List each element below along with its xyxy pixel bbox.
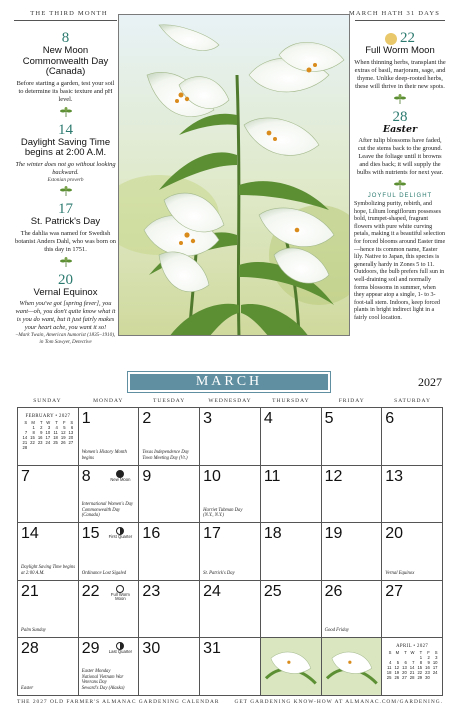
- event-day-number: 8: [61, 30, 70, 46]
- event-day-number: 17: [58, 201, 73, 217]
- day-cell: [322, 408, 383, 466]
- event-day-number: 20: [58, 271, 73, 288]
- mini-calendar-day: 9: [40, 430, 43, 436]
- weekday-label: FRIDAY: [338, 398, 365, 404]
- mini-calendar-day: 13: [402, 665, 407, 671]
- day-number: 21: [21, 582, 39, 600]
- mini-calendar-title: APRIL • 2027: [396, 644, 429, 649]
- mini-calendar-day: F: [62, 420, 66, 426]
- day-number: 27: [385, 582, 404, 600]
- moon-phase: [105, 527, 135, 540]
- day-number: 25: [263, 582, 282, 600]
- mini-calendar-day: 15: [30, 435, 35, 441]
- day-number: 8: [81, 467, 91, 485]
- mini-calendar-day: 26: [394, 675, 400, 681]
- day-cell: [18, 466, 79, 524]
- weekday-label: WEDNESDAY: [208, 398, 252, 404]
- mini-calendar-day: 23: [425, 670, 430, 676]
- mini-calendar: [385, 644, 439, 680]
- mini-calendar-day: 20: [402, 670, 407, 676]
- mini-calendar-day: 22: [417, 670, 423, 676]
- mini-calendar-day: 14: [409, 665, 415, 671]
- day-cell: [382, 466, 443, 524]
- day-cell: [139, 638, 200, 696]
- day-cell: [261, 466, 322, 524]
- day-number: 15: [81, 525, 100, 542]
- day-number: 24: [203, 582, 221, 600]
- day-note: Vernal Equinox: [385, 570, 415, 576]
- day-number: 4: [263, 410, 273, 427]
- mini-calendar-day: S: [70, 420, 74, 426]
- day-cell: [322, 466, 383, 524]
- day-number: 2: [142, 410, 152, 427]
- day-cell: [322, 523, 383, 581]
- mini-calendar-day: 9: [427, 660, 430, 666]
- mini-calendar-day: 1: [419, 655, 423, 661]
- day-number: 13: [385, 467, 404, 485]
- weekday-label: SUNDAY: [33, 398, 62, 404]
- mini-calendar-day: S: [434, 650, 438, 656]
- event-body: Before starting a garden, test your soil to determine its basic texture and pH level.: [16, 79, 115, 103]
- calendar-year: 2027: [418, 375, 442, 389]
- mini-calendar-day: 27: [402, 675, 407, 681]
- mini-calendar-day: 2: [40, 425, 43, 431]
- mini-calendar-day: 19: [394, 670, 400, 676]
- weekday-label: TUESDAY: [153, 398, 186, 404]
- mini-calendar-day: 5: [396, 660, 400, 666]
- day-cell: [322, 638, 383, 696]
- mini-calendar-day: M: [31, 420, 35, 426]
- event-title: Full Worm Moon: [365, 45, 435, 56]
- event-body: After tulip blossoms have faded, cut the stems back to the ground. Leave the foliage until it browns and dies back; it will supply the bulbs with nutrients for next year.: [356, 137, 444, 176]
- mini-calendar-day: T: [39, 420, 43, 426]
- mini-calendar-day: 24: [432, 670, 438, 676]
- mini-calendar: [21, 414, 75, 450]
- day-cell: [200, 466, 261, 524]
- mini-calendar-day: 15: [417, 665, 423, 671]
- moon-phase-label: First Quarter: [108, 534, 133, 539]
- top-page: [0, 0, 460, 345]
- mini-calendar-day: 28: [22, 445, 28, 451]
- day-cell: [261, 523, 322, 581]
- moon-phase: [105, 642, 135, 655]
- mini-calendar-table: [21, 420, 75, 450]
- mini-calendar-day: [431, 675, 439, 680]
- mini-calendar-day: M: [395, 650, 400, 656]
- mini-calendar-day: 11: [387, 665, 392, 671]
- mini-calendar-day: T: [419, 650, 423, 656]
- day-cell: [139, 581, 200, 639]
- day-cell: [18, 408, 79, 466]
- lily-accent-art: [322, 638, 382, 695]
- weekday-label: THURSDAY: [272, 398, 310, 404]
- mini-calendar-day: [44, 445, 52, 450]
- day-number: 5: [324, 410, 334, 427]
- day-number: 12: [324, 467, 343, 485]
- footer-left: THE 2027 OLD FARMER'S ALMANAC GARDENING CALENDAR: [17, 699, 220, 705]
- mini-calendar-day: 18: [53, 435, 58, 441]
- event-body: The winter does not go without looking backward.: [15, 160, 116, 176]
- mini-calendar-day: 10: [432, 660, 438, 666]
- lily-artwork: [119, 15, 350, 336]
- mini-calendar-day: 27: [68, 440, 74, 446]
- feature-body: Symbolizing purity, rebirth, and hope, Lilium longiflorum possesses bold, trumpet-shaped, fragrant flowers with pure white curving petals, making it a beautiful selection for forced blooms around Easter time—hence its common name, Easter lily. Native to Japan, this species is generally hardy in Zones 5 to 11. Outdoors, the bulb prefers full sun in well-draining soil and normally forms blossoms in summer, when they appear atop a single, 1- to 3-foot-tall stem. Indoors, keep forced plants in bright indirect light in a fairly cool location.: [354, 201, 446, 321]
- sprig-icon: [393, 180, 407, 191]
- day-number: 9: [142, 467, 152, 485]
- day-note: Women's History Month begins: [81, 450, 127, 461]
- day-cell: [79, 523, 140, 581]
- mini-calendar-day: 29: [417, 675, 423, 681]
- day-number: 23: [142, 582, 161, 600]
- mini-calendar-day: [59, 445, 67, 450]
- mini-calendar-day: 16: [425, 665, 430, 671]
- event-caption: –Mark Twain, American humorist (1835–1910), in Tom Sawyer, Detective: [15, 332, 116, 345]
- day-cell: [79, 581, 140, 639]
- day-cell: [139, 466, 200, 524]
- day-number: 6: [385, 410, 395, 427]
- lily-accent-art: [261, 638, 321, 695]
- day-number: 31: [203, 640, 221, 657]
- day-number: 17: [203, 525, 221, 542]
- mini-calendar-day: 14: [22, 435, 28, 441]
- mini-calendar-day: 20: [68, 435, 74, 441]
- mini-calendar-day: S: [24, 420, 28, 426]
- mini-calendar-day: 22: [30, 440, 35, 446]
- mini-calendar-day: 25: [53, 440, 58, 446]
- mini-calendar-day: 4: [389, 660, 392, 666]
- day-cell: [139, 408, 200, 466]
- day-note: Easter Monday National Vietnam War Veterans Day Seward's Day (Alaska): [81, 669, 125, 691]
- mini-calendar-day: 21: [409, 670, 415, 676]
- day-cell: [79, 466, 140, 524]
- right-events-column: [354, 26, 446, 323]
- day-cell: [322, 581, 383, 639]
- mini-calendar-day: F: [427, 650, 430, 656]
- day-number: 11: [263, 467, 281, 485]
- weekday-header-row: [17, 398, 443, 407]
- mini-calendar-day: 23: [37, 440, 43, 446]
- day-number: 29: [81, 640, 100, 657]
- mini-calendar-day: 6: [404, 660, 407, 666]
- mini-calendar-day: 6: [70, 425, 74, 431]
- footer-right: GET GARDENING KNOW-HOW AT ALMANAC.COM/GARDENING.: [234, 699, 443, 705]
- moon-phase-label: Last Quarter: [108, 649, 133, 654]
- sprig-icon: [59, 257, 73, 268]
- day-number: 18: [263, 525, 282, 542]
- day-note: Easter: [21, 685, 34, 691]
- mini-calendar-day: 24: [45, 440, 51, 446]
- event-caption: Estonian proverb: [47, 176, 84, 183]
- day-number: 26: [324, 582, 343, 600]
- sprig-icon: [393, 94, 407, 105]
- mini-calendar-day: [67, 445, 75, 450]
- day-cell: [382, 408, 443, 466]
- moon-phase: [105, 470, 135, 483]
- day-number: 3: [203, 410, 213, 427]
- mini-calendar-day: T: [55, 420, 58, 426]
- mini-calendar-day: 4: [55, 425, 58, 431]
- day-cell: [200, 523, 261, 581]
- mini-calendar-day: 10: [45, 430, 51, 436]
- mini-calendar-day: 17: [45, 435, 51, 441]
- day-cell: [261, 581, 322, 639]
- event-title: Daylight Saving Time begins at 2:00 A.M.: [20, 136, 111, 158]
- day-cell: [18, 523, 79, 581]
- weekday-label: MONDAY: [93, 398, 124, 404]
- event-title: New Moon Commonwealth Day (Canada): [22, 45, 109, 77]
- mini-calendar-day: 17: [432, 665, 438, 671]
- day-cell: [382, 523, 443, 581]
- day-cell: [79, 638, 140, 696]
- day-number: 1: [81, 410, 91, 427]
- mini-calendar-day: 30: [425, 675, 430, 681]
- feature-heading: JOYFUL DELIGHT: [367, 193, 433, 199]
- mini-calendar-day: 13: [68, 430, 74, 436]
- event-day-number: 14: [58, 121, 73, 138]
- mini-calendar-day: 12: [394, 665, 400, 671]
- day-note: Daylight Saving Time begins at 2:00 A.M.: [21, 565, 76, 576]
- day-note: Ordinance Lost Sigaled: [81, 570, 127, 576]
- day-note: International Women's Day Commonwealth Day (Canada): [81, 502, 134, 519]
- header-rule-right: [355, 20, 445, 21]
- event-body: When thinning herbs, transplant the extras of basil, marjoram, sage, and thyme. Unlike deep-rooted herbs, these will thrive in their new spots.: [354, 58, 446, 90]
- calendar-page: [0, 360, 460, 709]
- mini-calendar-day: [29, 445, 37, 450]
- easter-lily-illustration: [118, 14, 350, 336]
- mini-calendar-day: 1: [32, 425, 35, 431]
- day-cell: [382, 638, 443, 696]
- day-number: 10: [203, 467, 221, 485]
- mini-calendar-day: 25: [386, 675, 392, 681]
- day-cell: [18, 581, 79, 639]
- mini-calendar-day: 5: [63, 425, 66, 431]
- mini-calendar-title: FEBRUARY • 2027: [25, 414, 71, 419]
- mini-calendar-day: 19: [60, 435, 66, 441]
- moon-phase-label: New Moon: [110, 476, 131, 482]
- day-number: 7: [21, 467, 30, 485]
- day-number: 30: [142, 640, 161, 657]
- mini-calendar-day: 16: [37, 435, 43, 441]
- sprig-icon: [59, 186, 73, 197]
- moon-phase: [105, 585, 135, 603]
- event-title: St. Patrick's Day: [30, 216, 101, 227]
- day-cell: [200, 638, 261, 696]
- day-number: 14: [21, 525, 39, 542]
- mini-calendar-day: W: [46, 420, 51, 426]
- mini-calendar-day: 11: [53, 430, 58, 436]
- mini-calendar-day: 18: [386, 670, 392, 676]
- day-number: 20: [385, 525, 404, 542]
- day-number: 22: [81, 582, 100, 600]
- mini-calendar-day: 28: [409, 675, 415, 681]
- header-right: MARCH HATH 31 DAYS: [348, 10, 441, 17]
- day-number: 28: [21, 640, 39, 657]
- day-cell: [261, 638, 322, 696]
- day-number: 16: [142, 525, 161, 542]
- mini-calendar-table: [385, 650, 439, 680]
- day-cell: [18, 638, 79, 696]
- mini-calendar-day: 8: [32, 430, 35, 436]
- moon-phase-label: Full Worm Moon: [110, 591, 130, 602]
- mini-calendar-day: 26: [60, 440, 66, 446]
- calendar-weeks: [17, 407, 443, 696]
- day-note: Palm Sunday: [21, 628, 46, 634]
- full-moon-icon: [385, 33, 397, 45]
- weekday-label: SATURDAY: [394, 398, 431, 404]
- mini-calendar-day: S: [388, 650, 392, 656]
- calendar-grid: [17, 398, 443, 695]
- day-cell: [200, 581, 261, 639]
- mini-calendar-day: 2: [427, 655, 430, 661]
- mini-calendar-day: [36, 445, 44, 450]
- mini-calendar-day: T: [404, 650, 407, 656]
- mini-calendar-day: [52, 445, 60, 450]
- day-note: St. Patrick's Day: [203, 570, 235, 576]
- day-note: Harriet Tubman Day (N.Y., N.Y.): [203, 507, 243, 519]
- mini-calendar-day: 8: [419, 660, 423, 666]
- day-cell: [139, 523, 200, 581]
- day-cell: [200, 408, 261, 466]
- month-banner: MARCH: [128, 372, 330, 392]
- mini-calendar-day: 7: [24, 430, 28, 436]
- day-number: 19: [324, 525, 343, 542]
- mini-calendar-day: 3: [435, 655, 438, 661]
- day-cell: [79, 408, 140, 466]
- header-rule-left: [14, 20, 117, 21]
- event-title: Easter: [382, 123, 418, 135]
- left-events-column: [14, 26, 117, 345]
- mini-calendar-day: 3: [47, 425, 51, 431]
- day-cell: [261, 408, 322, 466]
- sprig-icon: [59, 107, 73, 118]
- header-left: THE THIRD MONTH: [30, 10, 108, 17]
- event-day-number: 22: [354, 30, 446, 46]
- event-title: Vernal Equinox: [33, 286, 98, 298]
- event-day-number: 28: [392, 108, 408, 125]
- mini-calendar-day: 21: [22, 440, 28, 446]
- day-note: Good Friday: [324, 628, 349, 634]
- event-body: The dahlia was named for Swedish botanist Anders Dahl, who was born on this day in 1751.: [15, 229, 116, 253]
- mini-calendar-day: 7: [412, 660, 415, 666]
- mini-calendar-day: 12: [60, 430, 66, 436]
- event-body: When you've got [spring fever], you want—oh, you don't quite know what it is you do want, but it just fairly makes your heart ache, you want it so!: [15, 300, 116, 331]
- day-note: Texas Independence Day Town Meeting Day (Vt.): [142, 450, 190, 461]
- mini-calendar-day: W: [410, 650, 415, 656]
- day-cell: [382, 581, 443, 639]
